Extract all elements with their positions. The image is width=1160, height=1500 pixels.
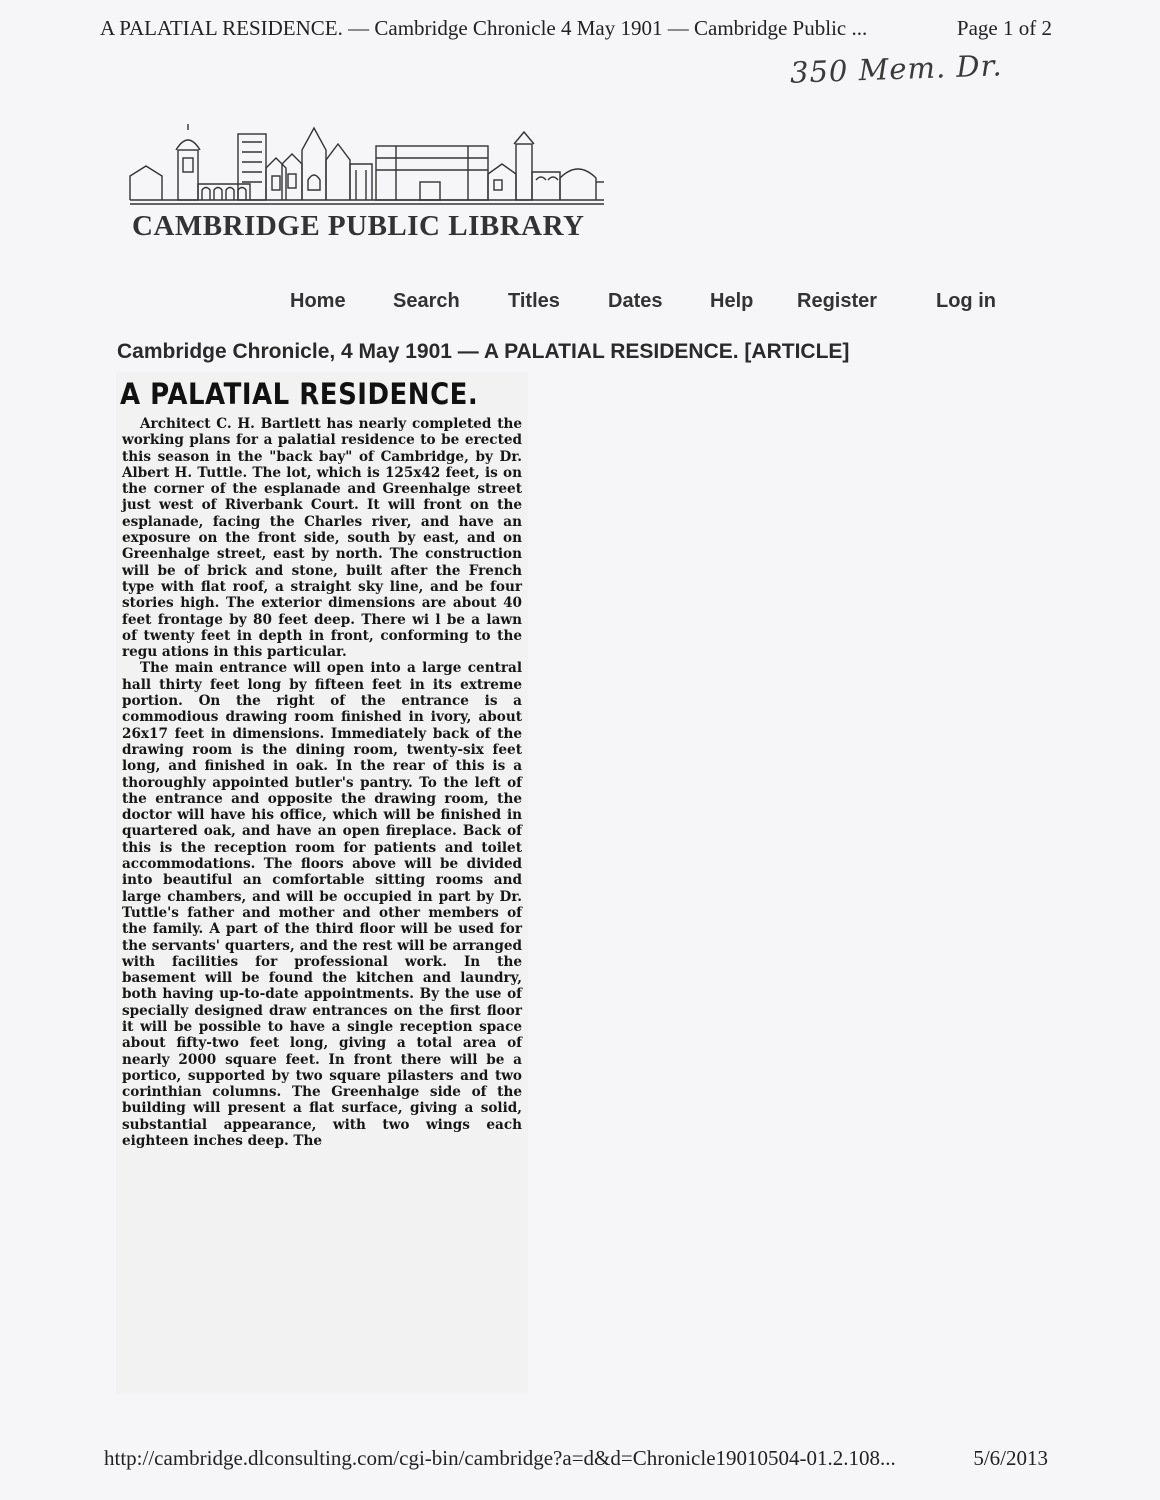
library-logo[interactable] <box>126 120 608 250</box>
print-header-page-number: Page 1 of 2 <box>956 16 1052 40</box>
newspaper-clipping <box>116 372 528 1394</box>
clipping-paragraph: Architect C. H. Bartlett has nearly completed the working plans for a palatial residence to be erected this season in the "back bay" of Cambridge, by Dr. Albert H. Tuttle. The lot, which is 125x42 feet, is on the corner of the esplanade and Greenhalge street just west of Riverbank Court. It will front on the esplanade, facing the Charles river, and have an exposure on the front side, south by east, and on Greenhalge street, east by north. The construction will be of brick and stone, built after the French type with flat roof, a straight sky line, and be four stories high. The exterior dimensions are about 40 feet frontage by 80 feet deep. There wi l be a lawn of twenty feet in depth in front, conforming to the regu ations in this particular. <box>122 416 522 661</box>
nav-search[interactable]: Search <box>393 290 460 312</box>
nav-dates[interactable]: Dates <box>608 290 663 312</box>
print-header-title: A PALATIAL RESIDENCE. — Cambridge Chronicle 4 May 1901 — Cambridge Public ... <box>100 16 868 40</box>
library-logo-text: CAMBRIDGE PUBLIC LIBRARY <box>132 210 585 242</box>
clipping-paragraph: The main entrance will open into a large central hall thirty feet long by fifteen feet in its extreme portion. On the right of the entrance is a commodious drawing room finished in ivory, about 26x17 feet in dimensions. Immediately back of the drawing room is the dining room, twenty-six feet long, and finished in oak. In the rear of this is a thoroughly appointed butler's pantry. To the left of the entrance and opposite the drawing room, the doctor will have his office, which will be finished in quartered oak, and have an open fireplace. Back of this is the reception room for patients and toilet accommodations. The floors above will be divided into beautiful an comfortable sitting rooms and large chambers, and will be occupied in part by Dr. Tuttle's father and mother and other members of the family. A part of the third floor will be used for the servants' quarters, and the rest will be arranged with facilities for professional work. In the basement will be found the kitchen and laundry, both having up-to-date appointments. By the use of specially designed draw entrances on the first floor it will be possible to have a single reception space about fifty-two feet long, giving a total area of nearly 2000 square feet. In front there will be a portico, supported by two square pilasters and two corinthian columns. The Greenhalge side of the building will present a flat surface, giving a solid, substantial appearance, with two wings each eighteen inches deep. The <box>122 660 522 1150</box>
print-footer-date: 5/6/2013 <box>973 1446 1048 1470</box>
article-heading: Cambridge Chronicle, 4 May 1901 — A PALATIAL RESIDENCE. [ARTICLE] <box>117 340 850 363</box>
nav-titles[interactable]: Titles <box>508 290 560 312</box>
nav-register[interactable]: Register <box>797 290 878 312</box>
print-footer-url: http://cambridge.dlconsulting.com/cgi-bin/cambridge?a=d&d=Chronicle19010504-01.2.108... <box>104 1446 896 1470</box>
nav-help[interactable]: Help <box>710 290 754 312</box>
nav-home[interactable]: Home <box>290 290 346 312</box>
nav-log-in[interactable]: Log in <box>936 290 996 312</box>
clipping-body <box>122 416 522 1149</box>
main-nav <box>270 290 1030 320</box>
clipping-headline: A PALATIAL RESIDENCE. <box>120 378 479 412</box>
skyline-logo-icon <box>126 120 608 210</box>
handwritten-note: 350 Mem. Dr. <box>789 48 1004 90</box>
